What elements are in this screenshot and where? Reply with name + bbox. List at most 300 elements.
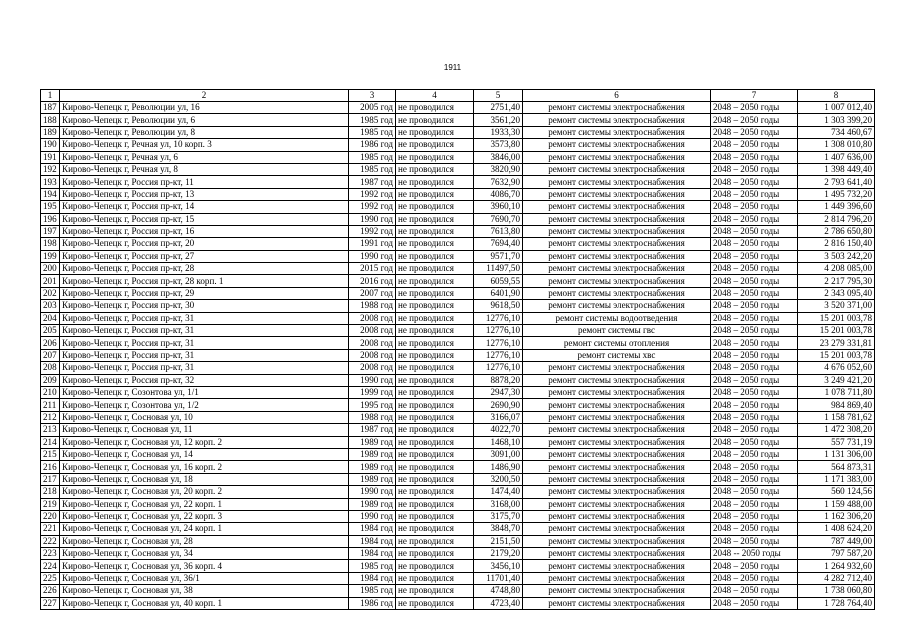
table-row — [41, 448, 875, 460]
period-cell: 2048 – 2050 годы — [711, 597, 798, 609]
row-number: 226 — [41, 585, 60, 597]
work-type-cell: ремонт системы водоотведения — [523, 312, 711, 324]
period-cell: 2048 – 2050 годы — [711, 535, 798, 547]
build-year-cell: 1989 год — [349, 498, 396, 510]
work-type-cell: ремонт системы хвс — [523, 349, 711, 361]
area-cell: 2947,30 — [474, 386, 523, 398]
area-cell: 7632,90 — [474, 176, 523, 188]
last-repair-cell: не проводился — [396, 287, 474, 299]
build-year-cell: 1989 год — [349, 448, 396, 460]
build-year-cell: 1990 год — [349, 510, 396, 522]
last-repair-cell: не проводился — [396, 548, 474, 560]
column-header: 5 — [474, 90, 523, 102]
work-type-cell: ремонт системы отопления — [523, 337, 711, 349]
row-number: 215 — [41, 448, 60, 460]
table-row — [41, 486, 875, 498]
table-row — [41, 585, 875, 597]
area-cell: 3456,10 — [474, 560, 523, 572]
work-type-cell: ремонт системы электроснабжения — [523, 399, 711, 411]
cost-cell: 2 793 641,40 — [798, 176, 875, 188]
row-number: 224 — [41, 560, 60, 572]
build-year-cell: 1985 год — [349, 163, 396, 175]
row-number: 214 — [41, 436, 60, 448]
last-repair-cell: не проводился — [396, 325, 474, 337]
cost-cell: 734 460,67 — [798, 126, 875, 138]
area-cell: 3573,80 — [474, 139, 523, 151]
column-header: 7 — [711, 90, 798, 102]
table-row — [41, 572, 875, 584]
area-cell: 2151,50 — [474, 535, 523, 547]
last-repair-cell: не проводился — [396, 523, 474, 535]
area-cell: 3960,10 — [474, 201, 523, 213]
cost-cell: 1 131 306,00 — [798, 448, 875, 460]
build-year-cell: 1985 год — [349, 114, 396, 126]
area-cell: 3846,00 — [474, 151, 523, 163]
cost-cell: 560 124,56 — [798, 486, 875, 498]
row-number: 205 — [41, 325, 60, 337]
last-repair-cell: не проводился — [396, 151, 474, 163]
period-cell: 2048 – 2050 годы — [711, 374, 798, 386]
last-repair-cell: не проводился — [396, 300, 474, 312]
row-number: 203 — [41, 300, 60, 312]
cost-cell: 1 007 012,40 — [798, 102, 875, 114]
build-year-cell: 1985 год — [349, 151, 396, 163]
period-cell: 2048 – 2050 годы — [711, 498, 798, 510]
cost-cell: 787 449,00 — [798, 535, 875, 547]
period-cell: 2048 – 2050 годы — [711, 176, 798, 188]
work-type-cell: ремонт системы электроснабжения — [523, 250, 711, 262]
cost-cell: 1 158 781,62 — [798, 411, 875, 423]
area-cell: 3200,50 — [474, 473, 523, 485]
address-cell: Кирово-Чепецк г, Созонтова ул, 1/1 — [60, 386, 349, 398]
table-row — [41, 114, 875, 126]
row-number: 187 — [41, 102, 60, 114]
row-number: 222 — [41, 535, 60, 547]
build-year-cell: 1984 год — [349, 535, 396, 547]
row-number: 212 — [41, 411, 60, 423]
work-type-cell: ремонт системы электроснабжения — [523, 523, 711, 535]
area-cell: 12776,10 — [474, 312, 523, 324]
table-row — [41, 238, 875, 250]
table-row — [41, 201, 875, 213]
table-row — [41, 325, 875, 337]
row-number: 201 — [41, 275, 60, 287]
area-cell: 4723,40 — [474, 597, 523, 609]
work-type-cell: ремонт системы электроснабжения — [523, 163, 711, 175]
period-cell: 2048 – 2050 годы — [711, 448, 798, 460]
period-cell: 2048 – 2050 годы — [711, 151, 798, 163]
column-header: 4 — [396, 90, 474, 102]
address-cell: Кирово-Чепецк г, Россия пр-кт, 20 — [60, 238, 349, 250]
table-row — [41, 424, 875, 436]
row-number: 213 — [41, 424, 60, 436]
row-number: 193 — [41, 176, 60, 188]
work-type-cell: ремонт системы электроснабжения — [523, 188, 711, 200]
period-cell: 2048 – 2050 годы — [711, 510, 798, 522]
work-type-cell: ремонт системы электроснабжения — [523, 238, 711, 250]
area-cell: 8878,20 — [474, 374, 523, 386]
area-cell: 3820,90 — [474, 163, 523, 175]
address-cell: Кирово-Чепецк г, Сосновая ул, 24 корп. 1 — [60, 523, 349, 535]
row-number: 191 — [41, 151, 60, 163]
cost-cell: 3 520 371,00 — [798, 300, 875, 312]
address-cell: Кирово-Чепецк г, Россия пр-кт, 15 — [60, 213, 349, 225]
cost-cell: 1 159 488,00 — [798, 498, 875, 510]
period-cell: 2048 – 2050 годы — [711, 188, 798, 200]
table-row — [41, 349, 875, 361]
build-year-cell: 2005 год — [349, 102, 396, 114]
last-repair-cell: не проводился — [396, 213, 474, 225]
cost-cell: 1 408 624,20 — [798, 523, 875, 535]
row-number: 192 — [41, 163, 60, 175]
cost-cell: 15 201 003,78 — [798, 312, 875, 324]
area-cell: 12776,10 — [474, 325, 523, 337]
work-type-cell: ремонт системы электроснабжения — [523, 287, 711, 299]
row-number: 225 — [41, 572, 60, 584]
build-year-cell: 1999 год — [349, 386, 396, 398]
last-repair-cell: не проводился — [396, 188, 474, 200]
last-repair-cell: не проводился — [396, 560, 474, 572]
address-cell: Кирово-Чепецк г, Россия пр-кт, 16 — [60, 225, 349, 237]
build-year-cell: 1988 год — [349, 300, 396, 312]
row-number: 227 — [41, 597, 60, 609]
build-year-cell: 1984 год — [349, 523, 396, 535]
area-cell: 12776,10 — [474, 337, 523, 349]
row-number: 188 — [41, 114, 60, 126]
work-type-cell: ремонт системы электроснабжения — [523, 386, 711, 398]
last-repair-cell: не проводился — [396, 424, 474, 436]
period-cell: 2048 – 2050 годы — [711, 163, 798, 175]
period-cell: 2048 – 2050 годы — [711, 287, 798, 299]
area-cell: 6401,90 — [474, 287, 523, 299]
cost-cell: 3 249 421,20 — [798, 374, 875, 386]
last-repair-cell: не проводился — [396, 263, 474, 275]
period-cell: 2048 – 2050 годы — [711, 399, 798, 411]
last-repair-cell: не проводился — [396, 114, 474, 126]
build-year-cell: 2015 год — [349, 263, 396, 275]
period-cell: 2048 – 2050 годы — [711, 424, 798, 436]
cost-cell: 1 449 396,60 — [798, 201, 875, 213]
table-row — [41, 597, 875, 609]
period-cell: 2048 – 2050 годы — [711, 473, 798, 485]
row-number: 202 — [41, 287, 60, 299]
last-repair-cell: не проводился — [396, 411, 474, 423]
work-type-cell: ремонт системы электроснабжения — [523, 424, 711, 436]
column-header: 3 — [349, 90, 396, 102]
period-cell: 2048 – 2050 годы — [711, 275, 798, 287]
row-number: 211 — [41, 399, 60, 411]
row-number: 194 — [41, 188, 60, 200]
address-cell: Кирово-Чепецк г, Россия пр-кт, 29 — [60, 287, 349, 299]
build-year-cell: 1985 год — [349, 126, 396, 138]
address-cell: Кирово-Чепецк г, Россия пр-кт, 31 — [60, 337, 349, 349]
build-year-cell: 2008 год — [349, 349, 396, 361]
work-type-cell: ремонт системы электроснабжения — [523, 510, 711, 522]
table-row — [41, 461, 875, 473]
last-repair-cell: не проводился — [396, 436, 474, 448]
row-number: 200 — [41, 263, 60, 275]
period-cell: 2048 – 2050 годы — [711, 213, 798, 225]
build-year-cell: 2008 год — [349, 337, 396, 349]
address-cell: Кирово-Чепецк г, Россия пр-кт, 27 — [60, 250, 349, 262]
address-cell: Кирово-Чепецк г, Россия пр-кт, 31 — [60, 325, 349, 337]
build-year-cell: 1990 год — [349, 486, 396, 498]
cost-cell: 1 738 060,80 — [798, 585, 875, 597]
last-repair-cell: не проводился — [396, 448, 474, 460]
cost-cell: 2 816 150,40 — [798, 238, 875, 250]
cost-cell: 4 676 052,60 — [798, 362, 875, 374]
row-number: 206 — [41, 337, 60, 349]
table-row — [41, 188, 875, 200]
area-cell: 6059,55 — [474, 275, 523, 287]
area-cell: 11497,50 — [474, 263, 523, 275]
last-repair-cell: не проводился — [396, 163, 474, 175]
last-repair-cell: не проводился — [396, 312, 474, 324]
row-number: 199 — [41, 250, 60, 262]
work-type-cell: ремонт системы электроснабжения — [523, 572, 711, 584]
table-row — [41, 312, 875, 324]
repair-schedule-table — [40, 89, 875, 610]
row-number: 221 — [41, 523, 60, 535]
period-cell: 2048 – 2050 годы — [711, 362, 798, 374]
cost-cell: 1 495 732,20 — [798, 188, 875, 200]
area-cell: 2751,40 — [474, 102, 523, 114]
address-cell: Кирово-Чепецк г, Сосновая ул, 10 — [60, 411, 349, 423]
last-repair-cell: не проводился — [396, 374, 474, 386]
page-number: 1911 — [443, 63, 462, 72]
table-row — [41, 548, 875, 560]
table-row — [41, 263, 875, 275]
cost-cell: 2 217 795,30 — [798, 275, 875, 287]
address-cell: Кирово-Чепецк г, Сосновая ул, 28 — [60, 535, 349, 547]
last-repair-cell: не проводился — [396, 597, 474, 609]
table-row — [41, 374, 875, 386]
build-year-cell: 1992 год — [349, 188, 396, 200]
work-type-cell: ремонт системы электроснабжения — [523, 448, 711, 460]
last-repair-cell: не проводился — [396, 225, 474, 237]
cost-cell: 1 171 383,00 — [798, 473, 875, 485]
address-cell: Кирово-Чепецк г, Россия пр-кт, 30 — [60, 300, 349, 312]
work-type-cell: ремонт системы электроснабжения — [523, 225, 711, 237]
build-year-cell: 2016 год — [349, 275, 396, 287]
address-cell: Кирово-Чепецк г, Россия пр-кт, 32 — [60, 374, 349, 386]
work-type-cell: ремонт системы электроснабжения — [523, 486, 711, 498]
address-cell: Кирово-Чепецк г, Революции ул, 16 — [60, 102, 349, 114]
last-repair-cell: не проводился — [396, 510, 474, 522]
table-row — [41, 300, 875, 312]
period-cell: 2048 – 2050 годы — [711, 585, 798, 597]
area-cell: 12776,10 — [474, 349, 523, 361]
cost-cell: 1 472 308,20 — [798, 424, 875, 436]
table-row — [41, 275, 875, 287]
area-cell: 7694,40 — [474, 238, 523, 250]
table-row — [41, 510, 875, 522]
table-row — [41, 126, 875, 138]
area-cell: 3561,20 — [474, 114, 523, 126]
address-cell: Кирово-Чепецк г, Революции ул, 6 — [60, 114, 349, 126]
work-type-cell: ремонт системы электроснабжения — [523, 461, 711, 473]
address-cell: Кирово-Чепецк г, Сосновая ул, 36 корп. 4 — [60, 560, 349, 572]
cost-cell: 984 869,40 — [798, 399, 875, 411]
area-cell: 2179,20 — [474, 548, 523, 560]
table-row — [41, 139, 875, 151]
area-cell: 3175,70 — [474, 510, 523, 522]
period-cell: 2048 – 2050 годы — [711, 461, 798, 473]
work-type-cell: ремонт системы гвс — [523, 325, 711, 337]
work-type-cell: ремонт системы электроснабжения — [523, 436, 711, 448]
build-year-cell: 1987 год — [349, 176, 396, 188]
area-cell: 4748,80 — [474, 585, 523, 597]
work-type-cell: ремонт системы электроснабжения — [523, 498, 711, 510]
area-cell: 3168,00 — [474, 498, 523, 510]
work-type-cell: ремонт системы электроснабжения — [523, 300, 711, 312]
address-cell: Кирово-Чепецк г, Сосновая ул, 18 — [60, 473, 349, 485]
build-year-cell: 2007 год — [349, 287, 396, 299]
address-cell: Кирово-Чепецк г, Россия пр-кт, 31 — [60, 349, 349, 361]
work-type-cell: ремонт системы электроснабжения — [523, 139, 711, 151]
area-cell: 4086,70 — [474, 188, 523, 200]
area-cell: 1474,40 — [474, 486, 523, 498]
row-number: 223 — [41, 548, 60, 560]
address-cell: Кирово-Чепецк г, Речная ул, 8 — [60, 163, 349, 175]
build-year-cell: 1985 год — [349, 585, 396, 597]
row-number: 216 — [41, 461, 60, 473]
build-year-cell: 2008 год — [349, 362, 396, 374]
last-repair-cell: не проводился — [396, 498, 474, 510]
build-year-cell: 1989 год — [349, 461, 396, 473]
cost-cell: 564 873,31 — [798, 461, 875, 473]
row-number: 189 — [41, 126, 60, 138]
table-row — [41, 436, 875, 448]
table-row — [41, 225, 875, 237]
row-number: 195 — [41, 201, 60, 213]
address-cell: Кирово-Чепецк г, Созонтова ул, 1/2 — [60, 399, 349, 411]
column-header: 8 — [798, 90, 875, 102]
last-repair-cell: не проводился — [396, 250, 474, 262]
last-repair-cell: не проводился — [396, 238, 474, 250]
period-cell: 2048 – 2050 годы — [711, 349, 798, 361]
column-header: 6 — [523, 90, 711, 102]
work-type-cell: ремонт системы электроснабжения — [523, 275, 711, 287]
build-year-cell: 1986 год — [349, 139, 396, 151]
build-year-cell: 1988 год — [349, 411, 396, 423]
last-repair-cell: не проводился — [396, 572, 474, 584]
last-repair-cell: не проводился — [396, 139, 474, 151]
area-cell: 3166,07 — [474, 411, 523, 423]
table-row — [41, 386, 875, 398]
table-row — [41, 498, 875, 510]
row-number: 218 — [41, 486, 60, 498]
last-repair-cell: не проводился — [396, 585, 474, 597]
row-number: 198 — [41, 238, 60, 250]
table-row — [41, 102, 875, 114]
area-cell: 3091,00 — [474, 448, 523, 460]
address-cell: Кирово-Чепецк г, Россия пр-кт, 13 — [60, 188, 349, 200]
period-cell: 2048 – 2050 годы — [711, 572, 798, 584]
cost-cell: 2 343 095,40 — [798, 287, 875, 299]
last-repair-cell: не проводился — [396, 473, 474, 485]
build-year-cell: 1985 год — [349, 560, 396, 572]
address-cell: Кирово-Чепецк г, Россия пр-кт, 11 — [60, 176, 349, 188]
address-cell: Кирово-Чепецк г, Россия пр-кт, 28 корп. 1 — [60, 275, 349, 287]
period-cell: 2048 – 2050 годы — [711, 225, 798, 237]
table-row — [41, 250, 875, 262]
address-cell: Кирово-Чепецк г, Сосновая ул, 16 корп. 2 — [60, 461, 349, 473]
work-type-cell: ремонт системы электроснабжения — [523, 151, 711, 163]
build-year-cell: 1989 год — [349, 436, 396, 448]
period-cell: 2048 – 2050 годы — [711, 300, 798, 312]
area-cell: 1468,10 — [474, 436, 523, 448]
period-cell: 2048 – 2050 годы — [711, 238, 798, 250]
build-year-cell: 1989 год — [349, 473, 396, 485]
work-type-cell: ремонт системы электроснабжения — [523, 535, 711, 547]
period-cell: 2048 – 2050 годы — [711, 139, 798, 151]
address-cell: Кирово-Чепецк г, Сосновая ул, 38 — [60, 585, 349, 597]
period-cell: 2048 – 2050 годы — [711, 325, 798, 337]
cost-cell: 1 162 306,20 — [798, 510, 875, 522]
row-number: 190 — [41, 139, 60, 151]
cost-cell: 4 282 712,40 — [798, 572, 875, 584]
address-cell: Кирово-Чепецк г, Сосновая ул, 11 — [60, 424, 349, 436]
period-cell: 2048 – 2050 годы — [711, 411, 798, 423]
work-type-cell: ремонт системы электроснабжения — [523, 114, 711, 126]
last-repair-cell: не проводился — [396, 362, 474, 374]
address-cell: Кирово-Чепецк г, Россия пр-кт, 28 — [60, 263, 349, 275]
row-number: 204 — [41, 312, 60, 324]
area-cell: 7690,70 — [474, 213, 523, 225]
cost-cell: 797 587,20 — [798, 548, 875, 560]
build-year-cell: 1992 год — [349, 201, 396, 213]
row-number: 207 — [41, 349, 60, 361]
period-cell: 2048 – 2050 годы — [711, 486, 798, 498]
cost-cell: 1 264 932,60 — [798, 560, 875, 572]
cost-cell: 2 786 650,80 — [798, 225, 875, 237]
build-year-cell: 1990 год — [349, 250, 396, 262]
cost-cell: 2 814 796,20 — [798, 213, 875, 225]
cost-cell: 15 201 003,78 — [798, 325, 875, 337]
area-cell: 2690,90 — [474, 399, 523, 411]
table-row — [41, 337, 875, 349]
cost-cell: 1 728 764,40 — [798, 597, 875, 609]
row-number: 208 — [41, 362, 60, 374]
address-cell: Кирово-Чепецк г, Сосновая ул, 40 корп. 1 — [60, 597, 349, 609]
last-repair-cell: не проводился — [396, 486, 474, 498]
period-cell: 2048 – 2050 годы — [711, 386, 798, 398]
period-cell: 2048 – 2050 годы — [711, 201, 798, 213]
last-repair-cell: не проводился — [396, 275, 474, 287]
build-year-cell: 1990 год — [349, 213, 396, 225]
table-row — [41, 411, 875, 423]
area-cell: 1486,90 — [474, 461, 523, 473]
build-year-cell: 2008 год — [349, 312, 396, 324]
row-number: 197 — [41, 225, 60, 237]
row-number: 210 — [41, 386, 60, 398]
table-row — [41, 473, 875, 485]
table-row — [41, 362, 875, 374]
row-number: 209 — [41, 374, 60, 386]
cost-cell: 1 078 711,80 — [798, 386, 875, 398]
work-type-cell: ремонт системы электроснабжения — [523, 263, 711, 275]
period-cell: 2048 – 2050 годы — [711, 126, 798, 138]
table-row — [41, 399, 875, 411]
work-type-cell: ремонт системы электроснабжения — [523, 102, 711, 114]
work-type-cell: ремонт системы электроснабжения — [523, 560, 711, 572]
work-type-cell: ремонт системы электроснабжения — [523, 597, 711, 609]
last-repair-cell: не проводился — [396, 399, 474, 411]
build-year-cell: 1986 год — [349, 597, 396, 609]
period-cell: 2048 – 2050 годы — [711, 114, 798, 126]
build-year-cell: 1991 год — [349, 238, 396, 250]
